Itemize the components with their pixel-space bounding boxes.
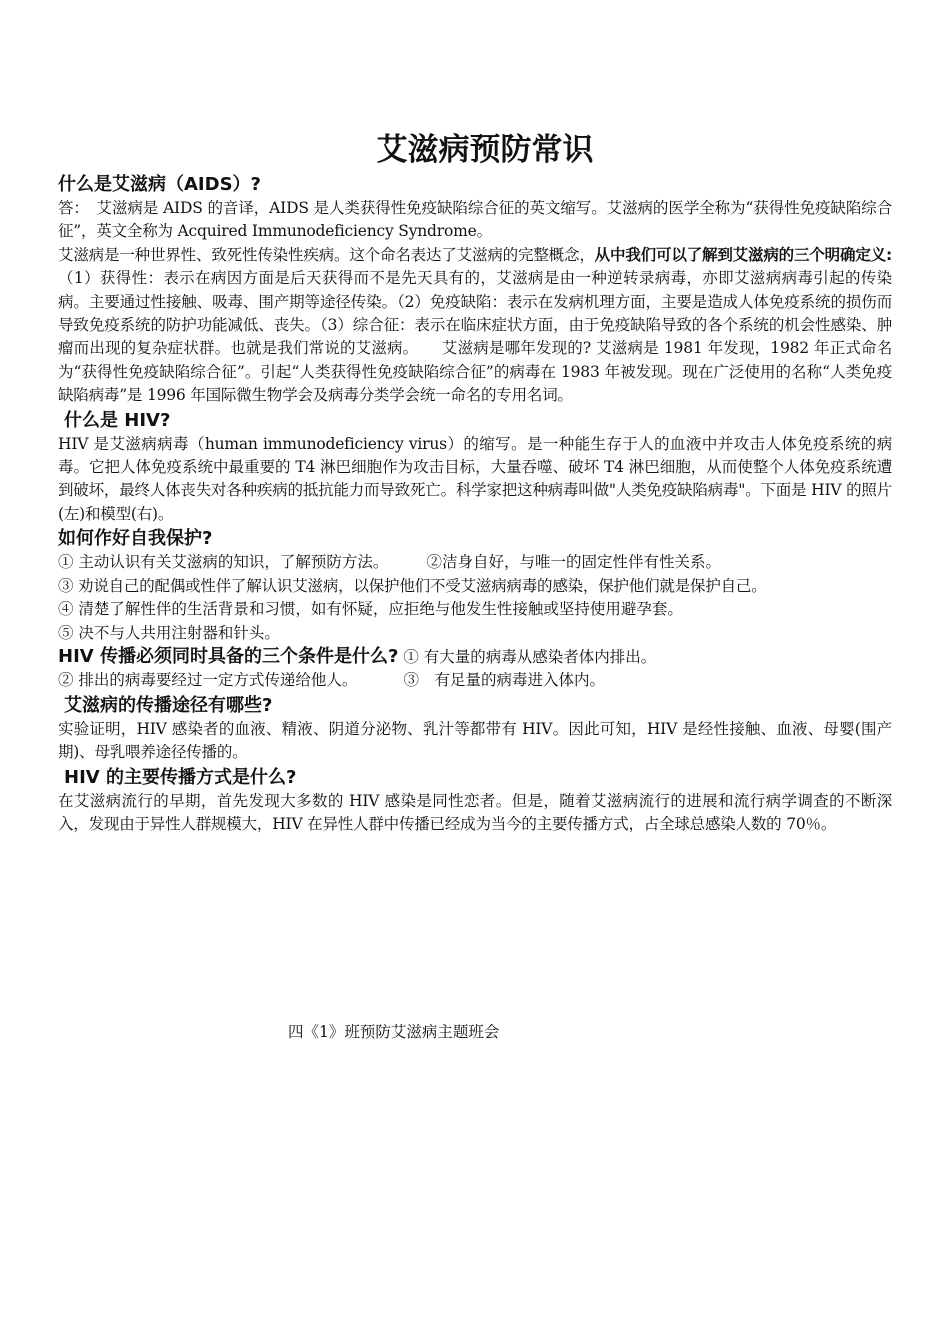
protection-item-1: ① 主动认识有关艾滋病的知识，了解预防方法。 xyxy=(58,553,389,572)
answer-paragraph-1: 答： 艾滋病是 AIDS 的音译，AIDS 是人类获得性免疫缺陷综合征的英文缩写。艾滋病的医学全称为“获得性免疫缺陷综合征”，英文全称为 Acquired Immunodeficiency Syndrome。 xyxy=(58,199,892,241)
section-heading: 如何作好自我保护? xyxy=(58,528,213,550)
section-heading: HIV 的主要传播方式是什么? xyxy=(64,766,297,788)
hiv-paragraph: HIV 是艾滋病病毒（human immunodeficiency virus）的缩写。是一种能生存于人的血液中并攻击人体免疫系统的病毒。它把人体免疫系统中最重要的 T4 淋巴细胞作为攻击目标，大量吞噬、破坏 T4 淋巴细胞，从而使整个人体免疫系统遭到破坏，最终人体丧失对各种疾病的抵抗能力而导致死亡。科学家把这种病毒叫做"人类免疫缺陷病毒"。下面是 HIV 的照片(左)和模型(右)。 xyxy=(58,434,892,523)
answer-paragraph-2-bold: 从中我们可以了解到艾滋病的三个明确定义: xyxy=(594,245,892,264)
section-main-mode xyxy=(58,765,892,837)
protection-item-4: ④ 清楚了解性伴的生活背景和习惯，如有怀疑，应拒绝与他发生性接触或坚持使用避孕套。 xyxy=(58,600,683,619)
condition-2: ② 排出的病毒要经过一定方式传递给他人。 xyxy=(58,671,358,690)
section-heading: 艾滋病的传播途径有哪些? xyxy=(64,694,273,716)
main-mode-paragraph: 在艾滋病流行的早期，首先发现大多数的 HIV 感染是同性恋者。但是，随着艾滋病流行的进展和流行病学调查的不断深入，发现由于异性人群规模大，HIV 在异性人群中传播已经成为当今的主要传播方式，占全球总感染人数的 70％。 xyxy=(58,791,892,833)
section-heading: 什么是艾滋病（AIDS）? xyxy=(58,174,261,195)
section-what-is-hiv xyxy=(58,408,892,527)
answer-paragraph-2-start: 艾滋病是一种世界性、致死性传染性疾病。这个命名表达了艾滋病的完整概念， xyxy=(58,245,595,264)
conditions-row-2 xyxy=(58,669,892,692)
protection-item-2: ②洁身自好，与唯一的固定性伴有性关系。 xyxy=(426,553,721,572)
conditions-row-1 xyxy=(58,645,892,669)
answer-paragraph-2-rest: （1）获得性：表示在病因方面是后天获得而不是先天具有的，艾滋病是由一种逆转录病毒，亦即艾滋病病毒引起的传染病。主要通过性接触、吸毒、围产期等途径传染。（2）免疫缺陷：表示在发病机理方面，主要是造成人体免疫系统的损伤而导致免疫系统的防护功能减低、丧失。（3）综合征：表示在临床症状方面，由于免疫缺陷导致的各个系统的机会性感染、肿瘤而出现的复杂症状群。也就是我们常说的艾滋病。 艾滋病是哪年发现的? 艾滋病是 1981 年发现，1982 年正式命名为“获得性免疫缺陷综合征”。引起“人类获得性免疫缺陷综合征”的病毒在 1983 年被发现。现在广泛使用的名称“人类免疫缺陷病毒”是 1996 年国际微生物学会及病毒分类学会统一命名的专用名词。 xyxy=(58,269,892,405)
section-heading: 什么是 HIV? xyxy=(64,409,171,431)
protection-item-3: ③ 劝说自己的配偶或性伴了解认识艾滋病，以保护他们不受艾滋病病毒的感染，保护他们就是保护自己。 xyxy=(58,576,767,595)
document-title: 艾滋病预防常识 xyxy=(376,132,594,168)
answer-paragraph-2 xyxy=(58,244,892,408)
routes-paragraph: 实验证明，HIV 感染者的血液、精液、阴道分泌物、乳汁等都带有 HIV。因此可知，HIV 是经性接触、血液、母婴(围产期)、母乳喂养途径传播的。 xyxy=(58,719,892,762)
protection-items-row xyxy=(58,551,892,574)
document-page xyxy=(58,128,892,836)
section-what-is-aids xyxy=(58,172,892,408)
section-transmission-conditions xyxy=(58,645,892,693)
section-transmission-routes xyxy=(58,693,892,765)
protection-item-5: ⑤ 决不与人共用注射器和针头。 xyxy=(58,623,280,642)
class-meeting-caption: 四《1》班预防艾滋病主题班会 xyxy=(288,1023,500,1041)
condition-3: ③ 有足量的病毒进入体内。 xyxy=(403,671,605,690)
section-self-protection xyxy=(58,526,892,645)
condition-1: ① 有大量的病毒从感染者体内排出。 xyxy=(403,647,657,666)
section-heading: HIV 传播必须同时具备的三个条件是什么? xyxy=(58,645,399,667)
